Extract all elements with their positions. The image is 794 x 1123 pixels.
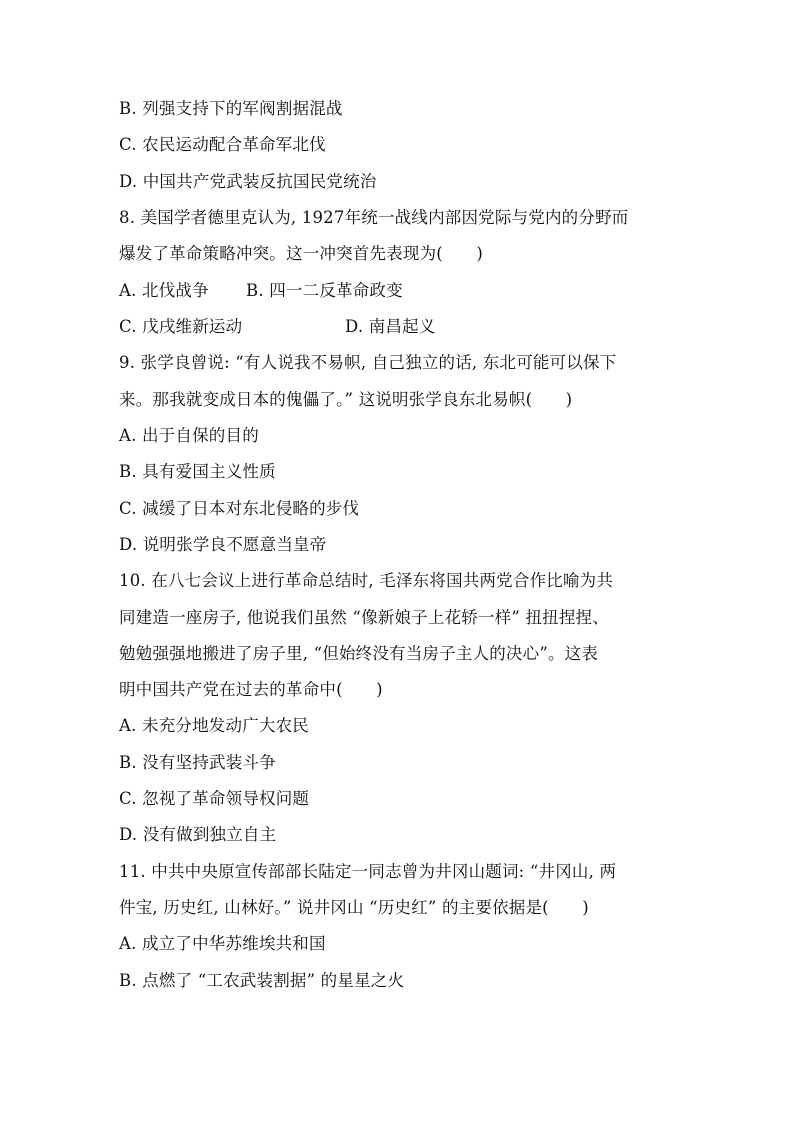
q10-stem-line4: 明中国共产党在过去的革命中( ): [119, 680, 383, 699]
q10-option-d: D. 没有做到独立自主: [119, 825, 277, 844]
q10-option-b: B. 没有坚持武装斗争: [119, 753, 276, 772]
q10-option-a: A. 未充分地发动广大农民: [119, 716, 310, 735]
q9-stem-line2: 来。那我就变成日本的傀儡了。” 这说明张学良东北易帜( ): [119, 390, 573, 409]
q9-stem-line1: 9. 张学良曾说: “有人说我不易帜, 自己独立的话, 东北可能可以保下: [119, 353, 617, 372]
q8-option-a: A. 北伐战争: [119, 281, 209, 300]
q10-stem-line2: 同建造一座房子, 他说我们虽然 “像新娘子上花轿一样” 扭扭捏捏、: [119, 608, 609, 627]
q10-stem-line3: 勉勉强强地搬进了房子里, “但始终没有当房子主人的决心”。这表: [119, 644, 599, 663]
q9-option-d: D. 说明张学良不愿意当皇帝: [119, 535, 327, 554]
q8-stem-line2: 爆发了革命策略冲突。这一冲突首先表现为( ): [119, 244, 483, 263]
q10-option-c: C. 忽视了革命领导权问题: [119, 789, 310, 808]
q11-option-b: B. 点燃了 “工农武装割据” 的星星之火: [119, 971, 405, 990]
q9-option-a: A. 出于自保的目的: [119, 426, 259, 445]
q10-stem-line1: 10. 在八七会议上进行革命总结时, 毛泽东将国共两党合作比喻为共: [119, 571, 614, 590]
q11-stem-line2: 件宝, 历史红, 山林好。” 说井冈山 “历史红” 的主要依据是( ): [119, 898, 589, 917]
q8-stem-line1: 8. 美国学者德里克认为, 1927年统一战线内部因党际与党内的分野而: [119, 208, 629, 227]
prev-option-c: C. 农民运动配合革命军北伐: [119, 135, 326, 154]
q8-option-c: C. 戊戌维新运动: [119, 317, 243, 336]
q11-stem-line1: 11. 中共中央原宣传部部长陆定一同志曾为井冈山题词: “井冈山, 两: [119, 862, 617, 881]
q8-option-b: B. 四一二反革命政变: [246, 281, 403, 300]
prev-option-b: B. 列强支持下的军阀割据混战: [119, 99, 343, 118]
prev-option-d: D. 中国共产党武装反抗国民党统治: [119, 172, 377, 191]
q8-option-d: D. 南昌起义: [345, 317, 436, 336]
q9-option-c: C. 减缓了日本对东北侵略的步伐: [119, 499, 360, 518]
q11-option-a: A. 成立了中华苏维埃共和国: [119, 934, 326, 953]
q9-option-b: B. 具有爱国主义性质: [119, 462, 276, 481]
